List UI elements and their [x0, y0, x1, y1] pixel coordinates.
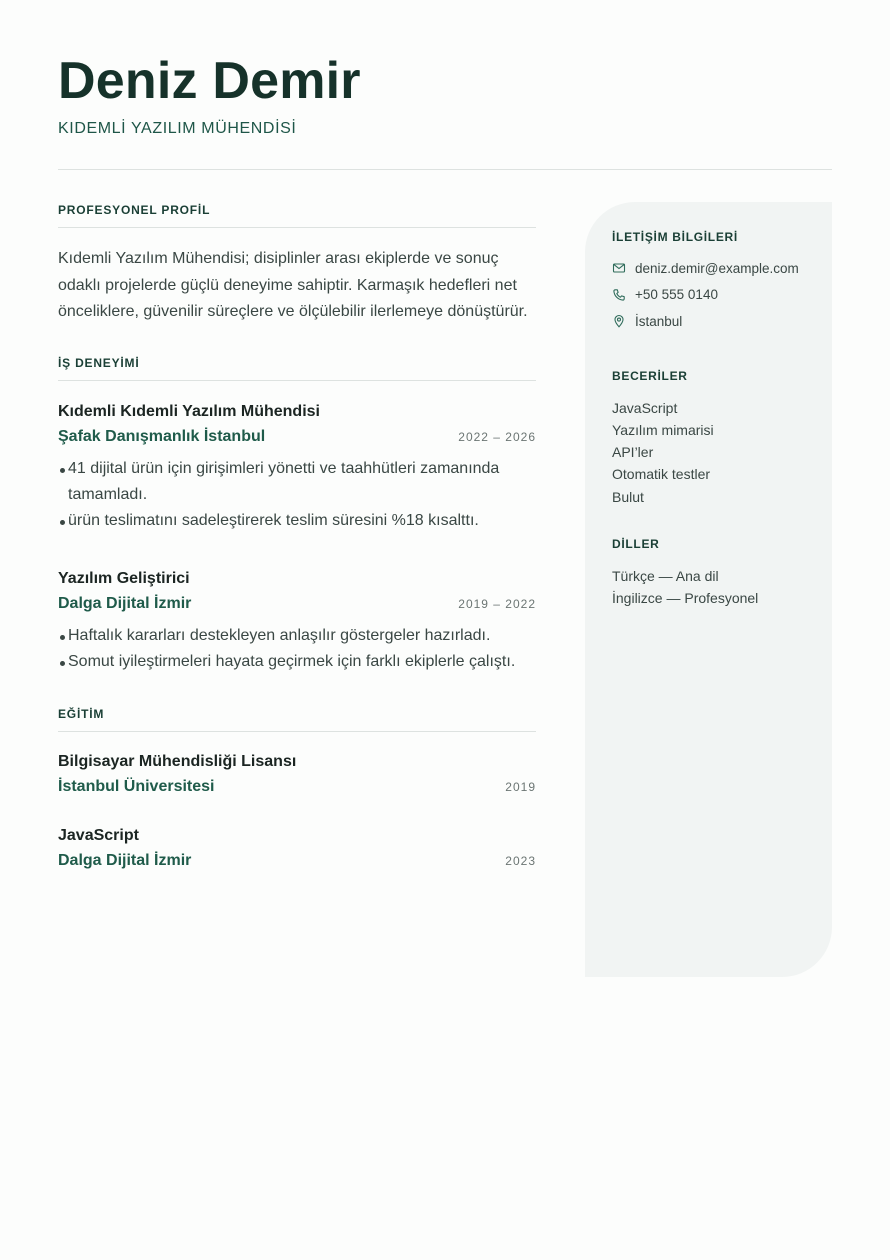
- header-divider: [58, 169, 832, 170]
- bullet-item: Haftalık kararları destekleyen anlaşılır göstergeler hazırladı.: [58, 623, 536, 649]
- experience-heading: İŞ DENEYİMİ: [58, 356, 536, 381]
- job-bullets: [58, 623, 536, 675]
- language-item: İngilizce — Profesyonel: [612, 590, 759, 607]
- skill-item: API’ler: [612, 444, 654, 461]
- job-entry: [58, 401, 536, 534]
- bullet-item: ürün teslimatını sadeleştirerek teslim süresini %18 kısalttı.: [58, 508, 536, 534]
- job-bullets: [58, 456, 536, 534]
- bullet-item: Somut iyileştirmeleri hayata geçirmek için farklı ekiplerle çalıştı.: [58, 649, 536, 675]
- languages-section: [612, 537, 832, 610]
- person-name: Deniz Demir: [58, 52, 361, 110]
- skills-list: [612, 397, 832, 508]
- contact-email[interactable]: [612, 255, 832, 282]
- school-name: Dalga Dijital İzmir: [58, 851, 192, 869]
- bullet-item: 41 dijital ürün için girişimleri yönetti ve taahhütleri zamanında tamamladı.: [58, 456, 536, 508]
- school-name: İstanbul Üniversitesi: [58, 777, 215, 795]
- education-entry: [58, 751, 536, 796]
- education-entry: [58, 825, 536, 870]
- skills-heading: BECERİLER: [612, 368, 688, 383]
- contact-phone[interactable]: [612, 282, 832, 309]
- email-text: deniz.demir@example.com: [635, 260, 799, 276]
- skill-item: Yazılım mimarisi: [612, 421, 714, 438]
- job-title-heading: KIDEMLİ YAZILIM MÜHENDİSİ: [58, 120, 297, 137]
- phone-icon: [612, 288, 626, 302]
- degree-title: Bilgisayar Mühendisliği Lisansı: [58, 752, 297, 770]
- main-column: [58, 203, 536, 870]
- languages-list: [612, 565, 832, 610]
- job-dates: 2022 – 2026: [458, 429, 536, 444]
- contact-list: [612, 255, 832, 335]
- job-entry: [58, 568, 536, 675]
- company-name: Dalga Dijital İzmir: [58, 594, 192, 612]
- contact-location: [612, 308, 832, 335]
- contact-heading: İLETİŞİM BİLGİLERİ: [612, 230, 738, 244]
- profile-text: Kıdemli Yazılım Mühendisi; disiplinler arası ekiplerde ve sonuç odaklı projelerde güçlü deneyime sahiptir. Karmaşık hedefleri net önceliklere, güvenilir süreçlere ve ölçülebilir ilerlemeye dönüştürür.: [58, 250, 528, 320]
- location-pin-icon: [612, 314, 626, 328]
- skill-item: Otomatik testler: [612, 466, 711, 483]
- degree-title: JavaScript: [58, 826, 139, 844]
- sidebar: [585, 202, 832, 977]
- mail-icon: [612, 261, 626, 275]
- job-title: Yazılım Geliştirici: [58, 569, 190, 587]
- skill-item: JavaScript: [612, 399, 678, 416]
- education-heading: EĞİTİM: [58, 707, 536, 732]
- job-dates: 2019 – 2022: [458, 596, 536, 611]
- phone-text: +50 555 0140: [635, 287, 718, 303]
- education-year: 2019: [505, 779, 536, 794]
- skill-item: Bulut: [612, 488, 644, 505]
- resume-header: [58, 50, 832, 138]
- job-title: Kıdemli Kıdemli Yazılım Mühendisi: [58, 402, 320, 420]
- languages-heading: DİLLER: [612, 536, 660, 551]
- experience-section: [58, 356, 536, 675]
- profile-heading: PROFESYONEL PROFİL: [58, 203, 536, 228]
- location-text: İstanbul: [635, 313, 683, 329]
- skills-section: [612, 369, 832, 508]
- education-year: 2023: [505, 853, 536, 868]
- company-name: Şafak Danışmanlık İstanbul: [58, 427, 266, 445]
- education-section: [58, 707, 536, 870]
- language-item: Türkçe — Ana dil: [612, 567, 719, 584]
